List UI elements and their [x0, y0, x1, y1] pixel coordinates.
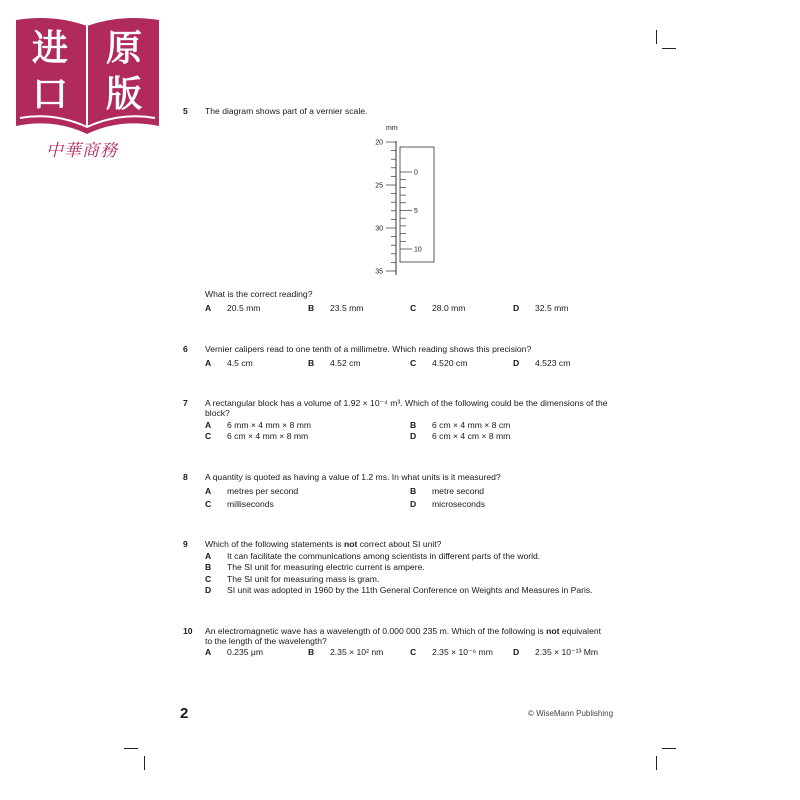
option-letter: A	[205, 420, 212, 430]
option-letter: D	[513, 358, 520, 368]
question-number: 10	[183, 626, 193, 636]
page-number: 2	[180, 705, 189, 722]
option-text: The SI unit for measuring mass is gram.	[227, 574, 380, 584]
option-text: 20.5 mm	[227, 303, 261, 313]
option-letter: B	[205, 562, 212, 572]
option-text: The SI unit for measuring electric current is ampere.	[227, 562, 425, 572]
option-text: 6 cm × 4 cm × 8 mm	[432, 431, 511, 441]
main-scale-label: 25	[375, 182, 383, 190]
option-letter: C	[205, 574, 212, 584]
option-letter: A	[205, 358, 212, 368]
crop-mark	[144, 756, 145, 770]
question-text: Vernier calipers read to one tenth of a millimetre. Which reading shows this precision?	[205, 344, 532, 354]
option-letter: C	[205, 431, 212, 441]
question-text-post: equivalent	[559, 626, 602, 636]
question-number: 7	[183, 398, 188, 408]
question-number: 5	[183, 106, 188, 116]
crop-mark	[662, 748, 676, 749]
option-letter: D	[513, 647, 520, 657]
option-text: metre second	[432, 486, 485, 496]
option-text: SI unit was adopted in 1960 by the 11th General Conference on Weights and Measures in Paris.	[227, 585, 593, 595]
option-letter: D	[513, 303, 520, 313]
vernier-scale-label: 10	[414, 246, 422, 254]
svg-text:原: 原	[105, 28, 143, 69]
option-letter: A	[205, 486, 212, 496]
svg-text:进: 进	[31, 28, 69, 69]
question-prompt: What is the correct reading?	[205, 289, 313, 299]
svg-text:口: 口	[31, 74, 69, 115]
option-letter: B	[410, 486, 417, 496]
crop-mark	[662, 48, 676, 49]
option-letter: B	[308, 358, 315, 368]
vernier-scale-diagram	[360, 120, 460, 280]
option-letter: D	[410, 431, 417, 441]
option-text: 32.5 mm	[535, 303, 569, 313]
option-text: 2.35 × 10² nm	[330, 647, 384, 657]
question-number: 6	[183, 344, 188, 354]
option-text: 6 cm × 4 mm × 8 cm	[432, 420, 511, 430]
logo-subtitle: 中華商務	[46, 141, 118, 161]
option-letter: C	[410, 303, 417, 313]
question-text-continued: to the length of the wavelength?	[205, 636, 327, 646]
option-letter: C	[410, 358, 417, 368]
question-text	[205, 539, 441, 550]
question-text-emphasis: not	[344, 539, 358, 549]
vernier-slider	[400, 147, 434, 262]
book-logo-icon	[14, 14, 161, 138]
option-letter: A	[205, 551, 212, 561]
option-letter: B	[308, 647, 315, 657]
option-text: 2.35 × 10⁻¹³ Mm	[535, 647, 599, 657]
publisher-logo	[14, 14, 161, 138]
option-text: 23.5 mm	[330, 303, 364, 313]
option-letter: B	[410, 420, 417, 430]
crop-mark	[656, 30, 657, 44]
question-text: A quantity is quoted as having a value of 1.2 ms. In what units is it measured?	[205, 472, 501, 482]
option-letter: D	[205, 585, 212, 595]
option-text: milliseconds	[227, 499, 274, 509]
option-text: 2.35 × 10⁻⁶ mm	[432, 647, 493, 657]
option-letter: C	[410, 647, 417, 657]
option-text: 6 cm × 4 mm × 8 mm	[227, 431, 309, 441]
option-text: 4.52 cm	[330, 358, 361, 368]
option-letter: A	[205, 303, 212, 313]
option-letter: B	[308, 303, 315, 313]
svg-text:版: 版	[105, 74, 143, 115]
main-scale-label: 35	[375, 268, 383, 276]
option-text: microseconds	[432, 499, 486, 509]
question-text-continued: block?	[205, 408, 230, 418]
vernier-svg	[360, 120, 460, 280]
question-text-post: correct about SI unit?	[357, 539, 442, 549]
option-text: It can facilitate the communications among scientists in different parts of the world.	[227, 551, 541, 561]
main-scale-label: 20	[375, 139, 383, 147]
option-text: 6 mm × 4 mm × 8 mm	[227, 420, 312, 430]
question-text-pre: An electromagnetic wave has a wavelength of 0.000 000 235 m. Which of the following is	[205, 626, 547, 636]
option-text: 0.235 μm	[227, 647, 264, 657]
main-scale-label: 30	[375, 225, 383, 233]
crop-mark	[656, 756, 657, 770]
crop-mark	[124, 748, 138, 749]
option-letter: C	[205, 499, 212, 509]
option-text: 4.520 cm	[432, 358, 468, 368]
question-text-emphasis: not	[546, 626, 560, 636]
option-text: 4.523 cm	[535, 358, 571, 368]
scale-unit-label: mm	[386, 125, 398, 132]
copyright-notice: © WiseMann Publishing	[528, 709, 614, 718]
option-letter: A	[205, 647, 212, 657]
option-letter: D	[410, 499, 417, 509]
question-number: 8	[183, 472, 188, 482]
vernier-scale-label: 0	[414, 169, 418, 177]
question-text-pre: Which of the following statements is	[205, 539, 344, 549]
option-text: 4.5 cm	[227, 358, 253, 368]
option-text: 28.0 mm	[432, 303, 466, 313]
vernier-scale-label: 5	[414, 208, 418, 215]
question-number: 9	[183, 539, 188, 549]
option-text: metres per second	[227, 486, 299, 496]
question-text: The diagram shows part of a vernier scale.	[205, 106, 368, 116]
question-text: A rectangular block has a volume of 1.92 × 10⁻⁴ m³. Which of the following could be the dimensions of the	[205, 398, 608, 408]
